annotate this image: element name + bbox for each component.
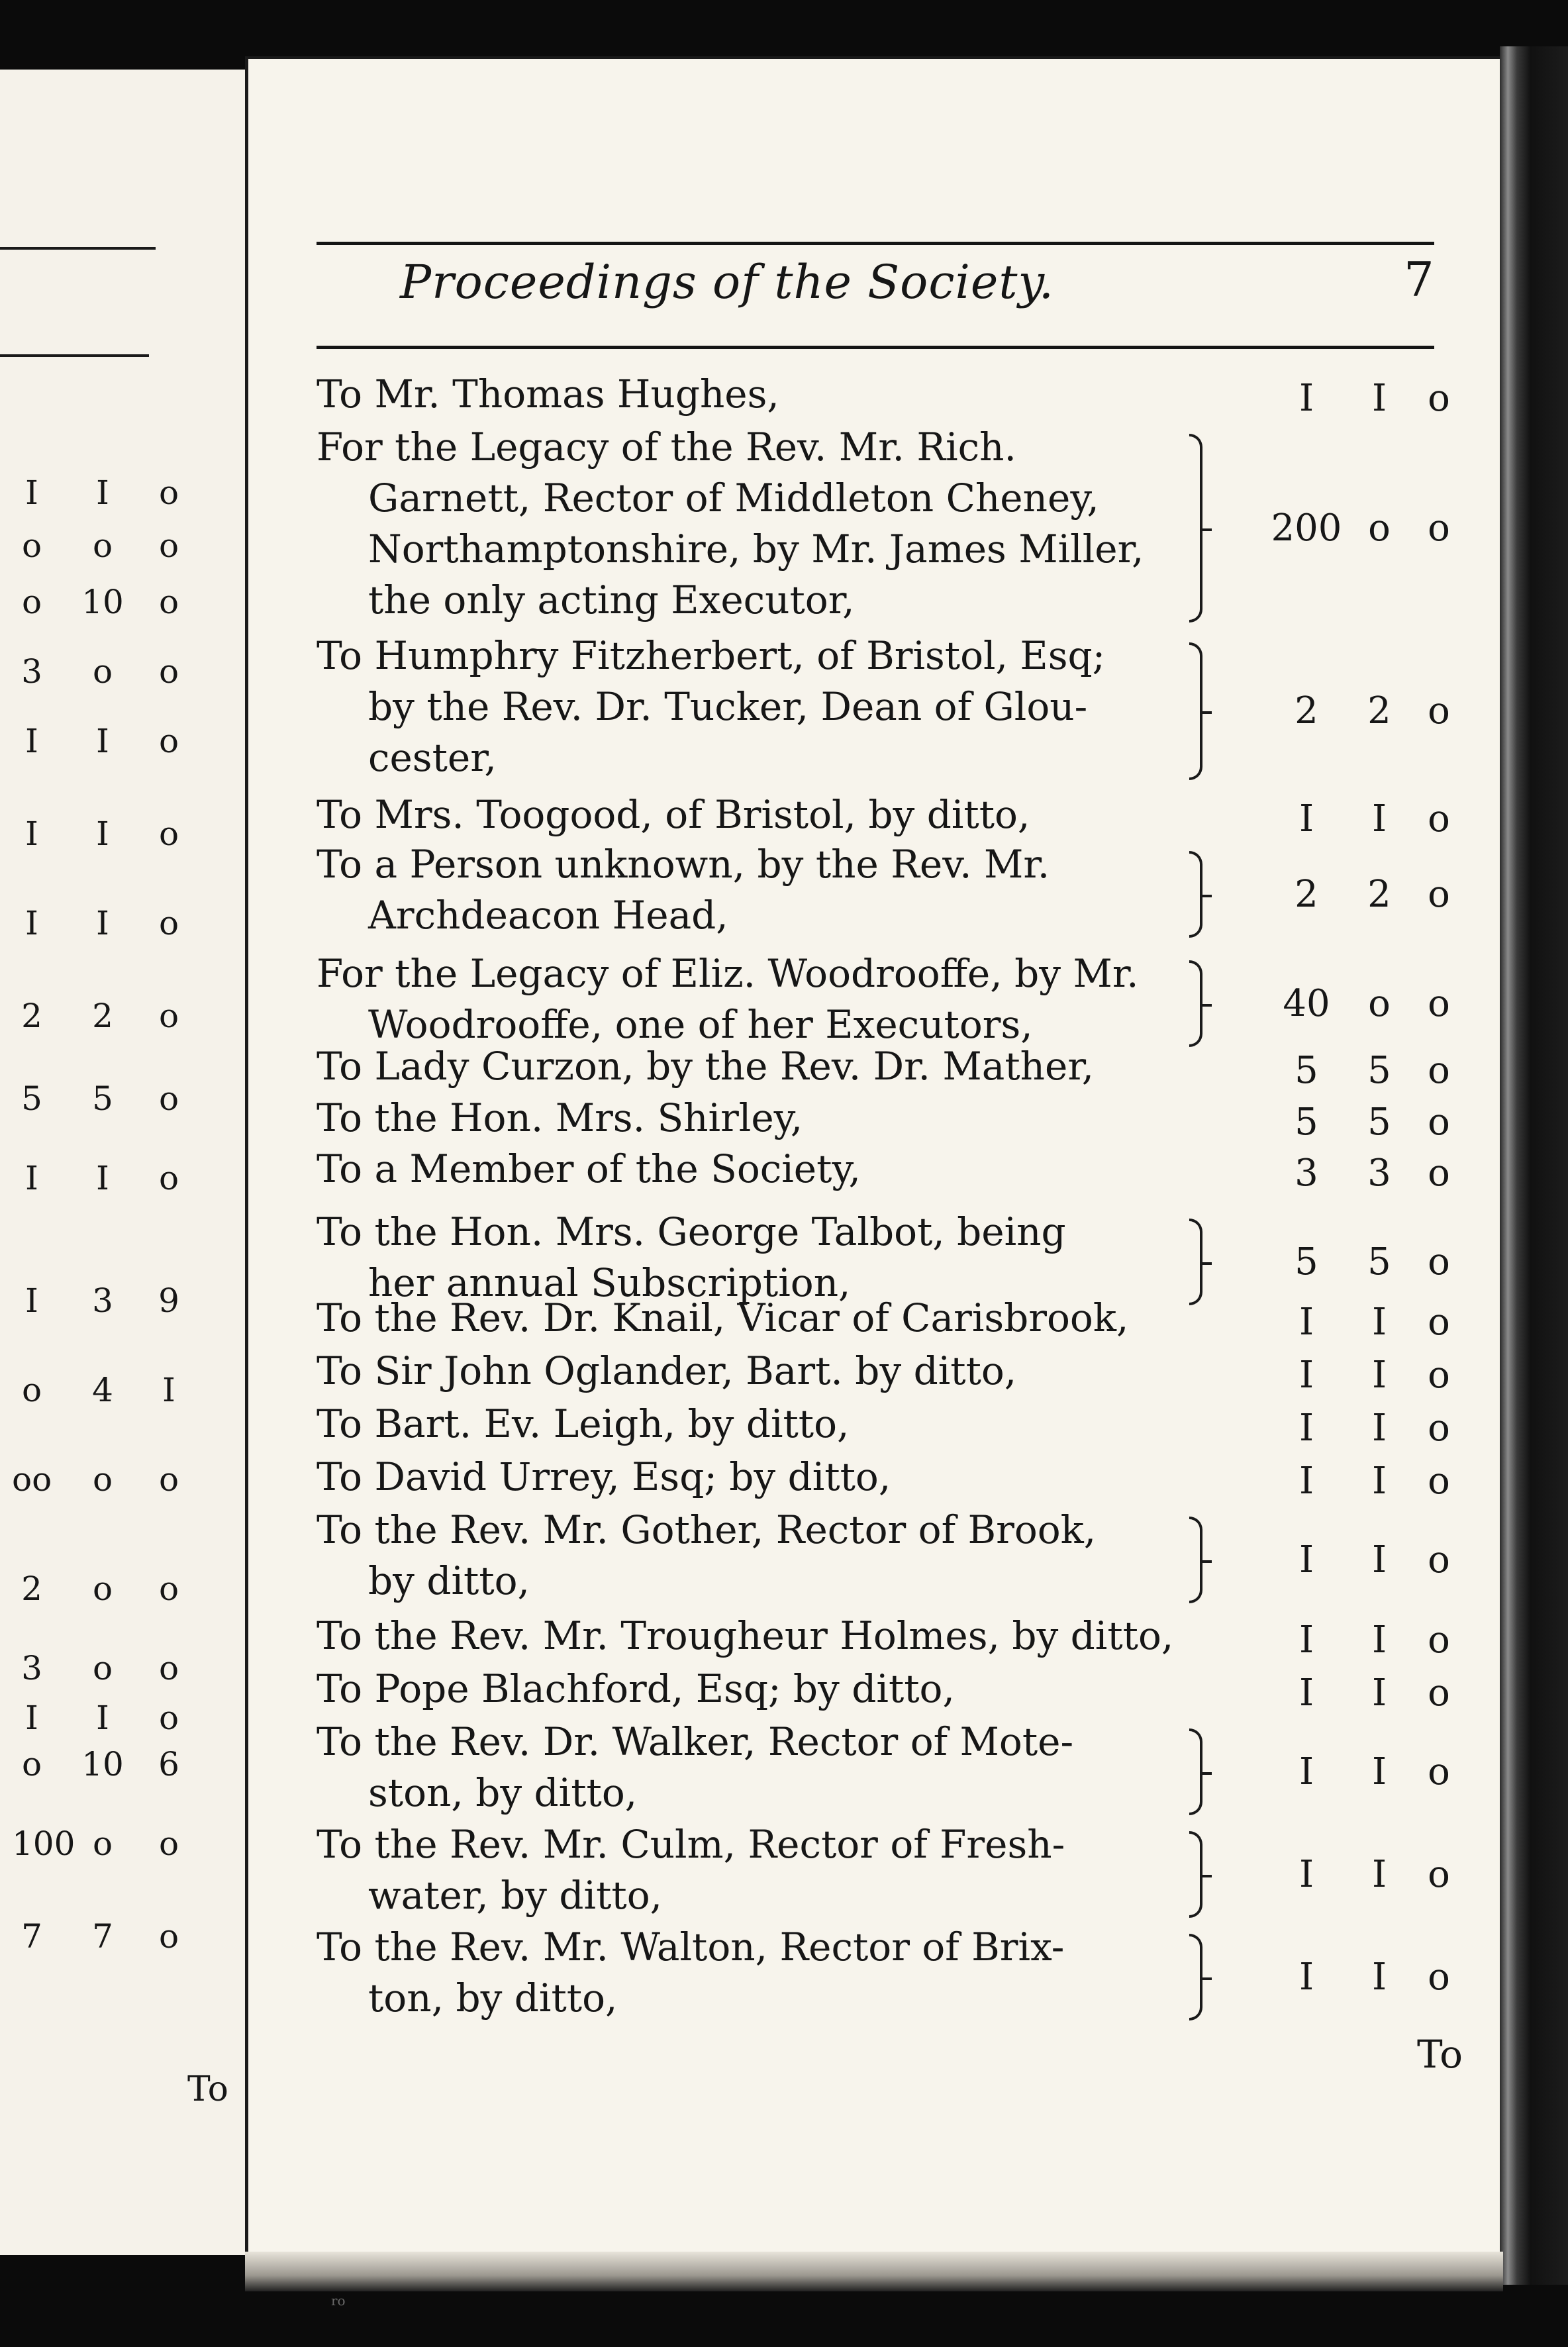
grouping-brace — [1189, 1831, 1202, 1918]
entry-line: cester, — [368, 735, 497, 780]
left-pounds: 2 — [21, 1570, 42, 1608]
amount-pounds: I — [1298, 377, 1314, 420]
left-pence: I — [162, 1371, 175, 1409]
left-amount-row — [0, 722, 265, 762]
amount-shillings: 3 — [1367, 1152, 1391, 1195]
entry-line: To the Rev. Dr. Knail, Vicar of Carisbrook, — [317, 1295, 1129, 1340]
entry-line: by ditto, — [368, 1558, 530, 1603]
left-shillings: I — [96, 904, 109, 942]
amount-pence: o — [1428, 1460, 1450, 1503]
left-pounds: 7 — [21, 1917, 42, 1956]
amount-shillings: I — [1371, 1619, 1387, 1662]
amount-pounds: I — [1298, 1301, 1314, 1344]
left-amount-row — [0, 1917, 265, 1957]
left-amount-row — [0, 474, 265, 513]
left-pence: o — [158, 526, 179, 565]
left-pounds: 3 — [21, 1649, 42, 1687]
amount-pounds: 5 — [1295, 1049, 1318, 1092]
amount-pence: o — [1428, 1407, 1450, 1450]
grouping-brace — [1189, 434, 1202, 623]
entry-line: For the Legacy of Eliz. Woodrooffe, by Mr. — [317, 951, 1139, 996]
left-amount-row — [0, 815, 265, 854]
grouping-brace — [1189, 1219, 1202, 1305]
amount-shillings: I — [1371, 1538, 1387, 1581]
amount-shillings: 5 — [1367, 1240, 1391, 1283]
entry-line: To Lady Curzon, by the Rev. Dr. Mather, — [317, 1044, 1095, 1089]
entry-line: For the Legacy of the Rev. Mr. Rich. — [317, 424, 1016, 470]
amount-pounds: 2 — [1295, 872, 1318, 916]
left-shillings: o — [92, 1460, 113, 1499]
amount-pence: o — [1428, 1955, 1450, 1999]
left-amount-row — [0, 1079, 265, 1119]
left-amount-row — [0, 1371, 265, 1411]
left-catchword: To — [187, 2070, 228, 2109]
left-shillings: 2 — [92, 997, 113, 1035]
left-pounds: I — [25, 904, 38, 942]
left-pence: o — [158, 1917, 179, 1956]
entry-line: ston, by ditto, — [368, 1770, 638, 1815]
left-pounds: o — [21, 1371, 42, 1409]
amount-pounds: I — [1298, 1619, 1314, 1662]
left-amount-row — [0, 1824, 265, 1864]
amount-shillings: I — [1371, 1750, 1387, 1793]
amount-pounds: I — [1298, 1852, 1314, 1896]
left-shillings: 7 — [92, 1917, 113, 1956]
entry-line: Archdeacon Head, — [368, 893, 728, 938]
entry-line: To a Person unknown, by the Rev. Mr. — [317, 842, 1050, 887]
left-shillings: I — [96, 474, 109, 512]
left-pounds: I — [25, 815, 38, 853]
left-pence: o — [158, 722, 179, 760]
left-pounds: I — [25, 1281, 38, 1320]
entry-line: To Sir John Oglander, Bart. by ditto, — [317, 1348, 1017, 1393]
amount-pounds: I — [1298, 797, 1314, 840]
entry-line: ton, by ditto, — [368, 1975, 618, 2021]
entry-line: To the Rev. Mr. Walton, Rector of Brix- — [317, 1924, 1065, 1970]
entry-line: Garnett, Rector of Middleton Cheney, — [368, 475, 1099, 521]
amount-pence: o — [1428, 1672, 1450, 1715]
left-shillings: I — [96, 722, 109, 760]
left-shillings: 10 — [81, 1745, 124, 1783]
amount-shillings: I — [1371, 797, 1387, 840]
grouping-brace — [1189, 642, 1202, 780]
entry-line: To David Urrey, Esq; by ditto, — [317, 1454, 891, 1499]
entry-line: To the Rev. Mr. Culm, Rector of Fresh- — [317, 1822, 1065, 1867]
left-pence: o — [158, 904, 179, 942]
left-pounds: o — [21, 583, 42, 621]
left-shillings: o — [92, 1570, 113, 1608]
amount-pounds: I — [1298, 1407, 1314, 1450]
entry-line: To Bart. Ev. Leigh, by ditto, — [317, 1401, 850, 1446]
amount-shillings: o — [1368, 981, 1391, 1025]
amount-pence: o — [1428, 1354, 1450, 1397]
left-pounds: 2 — [21, 997, 42, 1035]
entry-line: To Mr. Thomas Hughes, — [317, 372, 779, 417]
left-pence: o — [158, 815, 179, 853]
entry-line: To the Rev. Mr. Trougheur Holmes, by ditto, — [317, 1613, 1174, 1658]
header-rule-bottom — [317, 346, 1434, 349]
amount-shillings: I — [1371, 1407, 1387, 1450]
left-header-rule — [0, 354, 149, 357]
left-shillings: 3 — [92, 1281, 113, 1320]
grouping-brace — [1189, 960, 1202, 1047]
amount-shillings: I — [1371, 1852, 1387, 1896]
left-pounds: o — [21, 526, 42, 565]
amount-pounds: 200 — [1271, 506, 1342, 550]
amount-pounds: 40 — [1283, 981, 1330, 1025]
left-shillings: o — [92, 526, 113, 565]
left-shillings: 5 — [92, 1079, 113, 1118]
amount-pounds: I — [1298, 1354, 1314, 1397]
left-pence: o — [158, 1699, 179, 1737]
amount-pounds: 5 — [1295, 1240, 1318, 1283]
entry-line: To the Rev. Dr. Walker, Rector of Mote- — [317, 1719, 1074, 1764]
amount-pence: o — [1428, 1301, 1450, 1344]
left-amount-row — [0, 1649, 265, 1689]
grouping-brace — [1189, 1934, 1202, 2021]
entry-line: To the Hon. Mrs. George Talbot, being — [317, 1209, 1066, 1254]
amount-shillings: o — [1368, 506, 1391, 550]
left-pence: o — [158, 1570, 179, 1608]
left-pounds: I — [25, 722, 38, 760]
amount-shillings: 2 — [1367, 872, 1391, 916]
left-pence: o — [158, 1824, 179, 1863]
grouping-brace — [1189, 1728, 1202, 1815]
page-number: 7 — [1404, 252, 1434, 307]
amount-pence: o — [1428, 1852, 1450, 1896]
left-amount-row — [0, 997, 265, 1036]
left-pounds: 5 — [21, 1079, 42, 1118]
left-pence: o — [158, 1649, 179, 1687]
left-amount-row — [0, 1745, 265, 1785]
left-shillings: o — [92, 1649, 113, 1687]
entry-line: the only acting Executor, — [368, 577, 855, 623]
amount-shillings: I — [1371, 1460, 1387, 1503]
left-pounds: I — [25, 474, 38, 512]
entry-line: water, by ditto, — [368, 1873, 663, 1918]
amount-shillings: I — [1371, 1672, 1387, 1715]
amount-pence: o — [1428, 1049, 1450, 1092]
entry-line: Woodrooffe, one of her Executors, — [368, 1002, 1033, 1047]
left-top-rule — [0, 247, 156, 250]
amount-pence: o — [1428, 506, 1450, 550]
left-shillings: I — [96, 1699, 109, 1737]
left-pounds: I — [25, 1159, 38, 1197]
left-shillings: 10 — [81, 583, 124, 621]
amount-pounds: I — [1298, 1538, 1314, 1581]
amount-shillings: I — [1371, 377, 1387, 420]
left-pence: o — [158, 1159, 179, 1197]
catchword: To — [1417, 2032, 1463, 2077]
amount-pounds: 2 — [1295, 689, 1318, 732]
amount-pence: o — [1428, 981, 1450, 1025]
left-pence: o — [158, 652, 179, 691]
left-amount-row — [0, 1281, 265, 1321]
amount-pounds: I — [1298, 1750, 1314, 1793]
left-amount-row — [0, 583, 265, 623]
left-amount-row — [0, 526, 265, 566]
left-pence: o — [158, 997, 179, 1035]
left-pence: o — [158, 1079, 179, 1118]
amount-pence: o — [1428, 1538, 1450, 1581]
grouping-brace — [1189, 851, 1202, 938]
left-shillings: o — [92, 652, 113, 691]
amount-pounds: I — [1298, 1460, 1314, 1503]
left-amount-row — [0, 1460, 265, 1500]
left-amount-row — [0, 904, 265, 944]
grouping-brace — [1189, 1517, 1202, 1603]
amount-pence: o — [1428, 1101, 1450, 1144]
left-pounds: 3 — [21, 652, 42, 691]
left-amount-row — [0, 652, 265, 692]
amount-pence: o — [1428, 689, 1450, 732]
left-pounds: I — [25, 1699, 38, 1737]
entry-line: To a Member of the Society, — [317, 1146, 861, 1191]
amount-pounds: I — [1298, 1672, 1314, 1715]
left-page — [0, 70, 271, 2255]
entry-line: To Pope Blachford, Esq; by ditto, — [317, 1666, 955, 1711]
left-shillings: I — [96, 815, 109, 853]
amount-shillings: I — [1371, 1301, 1387, 1344]
running-title: Proceedings of the Society. — [400, 255, 1054, 309]
entry-line: To the Hon. Mrs. Shirley, — [317, 1095, 803, 1140]
amount-shillings: I — [1371, 1955, 1387, 1999]
entry-line: To Humphry Fitzherbert, of Bristol, Esq; — [317, 633, 1106, 678]
page-edge — [1500, 46, 1568, 2285]
bottom-mark: ro — [331, 2293, 346, 2309]
left-pounds: o — [21, 1745, 42, 1783]
left-pounds: oo — [12, 1460, 52, 1499]
entry-line: To the Rev. Mr. Gother, Rector of Brook, — [317, 1507, 1097, 1552]
amount-pounds: 3 — [1295, 1152, 1318, 1195]
amount-pence: o — [1428, 1619, 1450, 1662]
entry-line: Northamptonshire, by Mr. James Miller, — [368, 526, 1144, 572]
left-amount-row — [0, 1570, 265, 1609]
left-pence: o — [158, 1460, 179, 1499]
left-pounds: 100 — [12, 1824, 75, 1863]
amount-pence: o — [1428, 1152, 1450, 1195]
left-shillings: 4 — [92, 1371, 113, 1409]
amount-pence: o — [1428, 872, 1450, 916]
amount-shillings: 5 — [1367, 1101, 1391, 1144]
amount-shillings: I — [1371, 1354, 1387, 1397]
amount-pence: o — [1428, 1240, 1450, 1283]
left-shillings: I — [96, 1159, 109, 1197]
amount-pence: o — [1428, 797, 1450, 840]
amount-shillings: 5 — [1367, 1049, 1391, 1092]
entry-line: To Mrs. Toogood, of Bristol, by ditto, — [317, 792, 1030, 837]
left-shillings: o — [92, 1824, 113, 1863]
left-amount-row — [0, 1159, 265, 1199]
entry-line: by the Rev. Dr. Tucker, Dean of Glou- — [368, 684, 1088, 729]
left-pence: o — [158, 583, 179, 621]
amount-pounds: I — [1298, 1955, 1314, 1999]
left-pence: o — [158, 474, 179, 512]
amount-pence: o — [1428, 1750, 1450, 1793]
left-pence: 9 — [158, 1281, 179, 1320]
entry-line: her annual Subscription, — [368, 1260, 851, 1305]
left-pence: 6 — [158, 1745, 179, 1783]
bottom-edge — [245, 2252, 1503, 2291]
left-amount-row — [0, 1699, 265, 1738]
amount-shillings: 2 — [1367, 689, 1391, 732]
amount-pounds: 5 — [1295, 1101, 1318, 1144]
header-rule-top — [317, 242, 1434, 245]
amount-pence: o — [1428, 377, 1450, 420]
